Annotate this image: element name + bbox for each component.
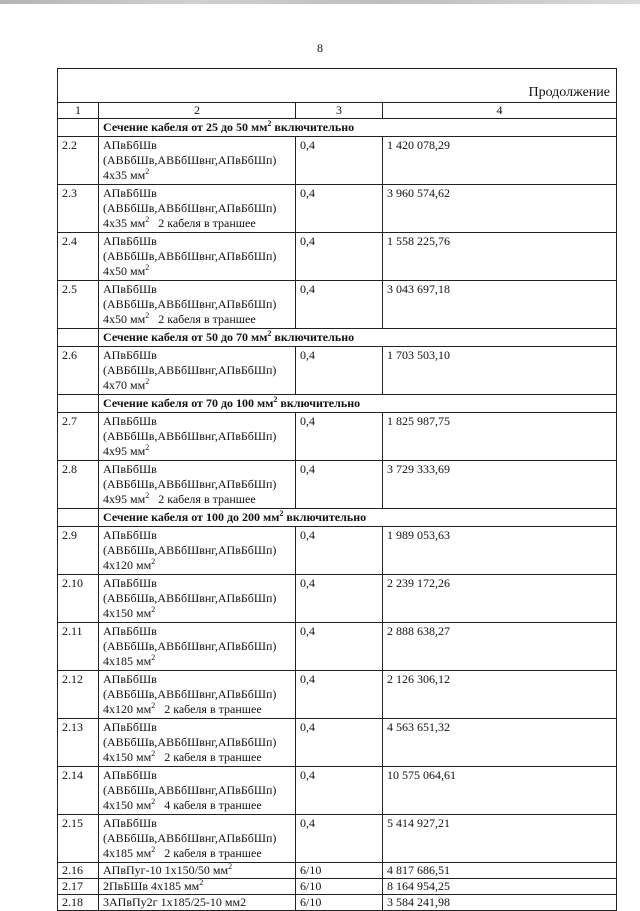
trench-note: 2 кабеля в траншее [158,492,256,506]
section-heading [99,509,617,527]
row-number: 2.15 [58,815,99,863]
superscript: 2 [145,167,150,176]
cable-alternatives: (АВБбШв,АВБбШвнг,АПвБбШп) [103,153,277,167]
cable-description [99,719,296,767]
trench-note: 2 кабеля в траншее [164,750,262,764]
cable-section [103,654,291,669]
row-number: 2.11 [58,623,99,671]
voltage-cell: 0,4 [296,347,383,395]
section-label: Сечение кабеля от 70 до 100 мм [103,396,274,410]
cable-section [103,378,291,393]
cable-alternatives: (АВБбШв,АВБбШвнг,АПвБбШп) [103,249,277,263]
voltage-cell: 0,4 [296,185,383,233]
cable-section [103,264,291,279]
superscript: 2 [151,557,156,566]
price-cell: 1 825 987,75 [383,413,617,461]
cable-brand: АПвБбШв [103,768,157,782]
trench-note: 4 кабеля в траншее [164,798,262,812]
voltage-cell: 0,4 [296,719,383,767]
cable-description [99,623,296,671]
voltage-cell: 6/10 [296,879,383,895]
superscript: 2 [151,845,156,854]
row-number: 2.9 [58,527,99,575]
cable-size: 4х95 мм [103,444,146,458]
cable-size: 4х50 мм [103,264,146,278]
cable-size: 4х185 мм [103,846,152,860]
cable-brand: АПвБбШв [103,528,157,542]
page-number: 8 [317,41,323,55]
cable-brand: АПвБбШв [103,462,157,476]
superscript: 2 [145,215,150,224]
row-number: 2.17 [58,879,99,895]
table-row [58,185,617,233]
column-header-row [58,103,617,119]
cable-section [103,168,291,183]
cable-brand: АПвБбШв [103,672,157,686]
table-row [58,233,617,281]
voltage-cell: 0,4 [296,527,383,575]
table-row [58,527,617,575]
price-cell: 1 420 078,29 [383,137,617,185]
superscript: 2 [151,653,156,662]
superscript: 2 [267,329,272,338]
column-header: 3 [296,103,383,119]
cable-size: 4х120 мм [103,558,152,572]
trench-note: 2 кабеля в траншее [158,312,256,326]
table-row [58,623,617,671]
superscript: 2 [145,263,150,272]
cable-section [103,492,291,507]
cable-description [99,461,296,509]
superscript: 2 [151,605,156,614]
price-cell: 2 239 172,26 [383,575,617,623]
section-suffix: включительно [283,510,367,524]
superscript: 2 [273,395,278,404]
cable-size: 4х150 мм [103,606,152,620]
cable-description [99,185,296,233]
superscript: 2 [267,119,272,128]
table-row [58,815,617,863]
table-row [58,575,617,623]
row-number: 2.18 [58,895,99,911]
cable-size: 4х95 мм [103,492,146,506]
voltage-cell: 0,4 [296,137,383,185]
section-blank-cell [58,329,99,347]
cable-brand: АПвПуг-10 1х150/50 мм [103,863,229,877]
cable-description [99,527,296,575]
table-row [58,413,617,461]
cable-brand: 2ПвБШв 4х185 мм [103,879,200,893]
row-number: 2.4 [58,233,99,281]
section-blank-cell [58,509,99,527]
cable-alternatives: (АВБбШв,АВБбШвнг,АПвБбШп) [103,735,277,749]
section-label: Сечение кабеля от 50 до 70 мм [103,330,268,344]
section-label: Сечение кабеля от 100 до 200 мм [103,510,280,524]
price-cell: 5 414 927,21 [383,815,617,863]
cable-brand: АПвБбШв [103,720,157,734]
cable-description [99,879,296,895]
cable-alternatives: (АВБбШв,АВБбШвнг,АПвБбШп) [103,429,277,443]
voltage-cell: 0,4 [296,575,383,623]
cable-size: 4х150 мм [103,750,152,764]
cable-brand: АПвБбШв [103,282,157,296]
price-cell: 2 126 306,12 [383,671,617,719]
cable-size: 4х35 мм [103,216,146,230]
row-number: 2.14 [58,767,99,815]
price-cell: 4 817 686,51 [383,863,617,879]
section-heading [99,395,617,413]
superscript: 2 [199,878,204,887]
table-row [58,461,617,509]
price-cell: 3 729 333,69 [383,461,617,509]
cable-description [99,895,296,911]
cable-section [103,750,291,765]
cable-alternatives: (АВБбШв,АВБбШвнг,АПвБбШп) [103,639,277,653]
table-row [58,767,617,815]
price-cell: 1 703 503,10 [383,347,617,395]
cable-description [99,767,296,815]
cable-section [103,846,291,861]
price-cell: 4 563 651,32 [383,719,617,767]
scan-edge [0,0,640,4]
trench-note: 2 кабеля в траншее [164,846,262,860]
section-row [58,119,617,137]
cable-alternatives: (АВБбШв,АВБбШвнг,АПвБбШп) [103,543,277,557]
table-row [58,863,617,879]
table-row [58,347,617,395]
cable-description [99,137,296,185]
section-heading [99,119,617,137]
voltage-cell: 0,4 [296,815,383,863]
cable-section [103,216,291,231]
cable-alternatives: (АВБбШв,АВБбШвнг,АПвБбШп) [103,687,277,701]
cable-description [99,815,296,863]
cable-size: 4х70 мм [103,378,146,392]
section-suffix: включительно [271,330,355,344]
section-label: Сечение кабеля от 25 до 50 мм [103,120,268,134]
column-header: 2 [99,103,296,119]
price-table [57,102,617,911]
cable-brand: АПвБбШв [103,186,157,200]
cable-brand: АПвБбШв [103,138,157,152]
price-cell: 2 888 638,27 [383,623,617,671]
cable-size: 4х50 мм [103,312,146,326]
row-number: 2.2 [58,137,99,185]
cable-alternatives: (АВБбШв,АВБбШвнг,АПвБбШп) [103,363,277,377]
column-header: 1 [58,103,99,119]
price-cell: 10 575 064,61 [383,767,617,815]
section-row [58,395,617,413]
price-cell: 3 584 241,98 [383,895,617,911]
row-number: 2.10 [58,575,99,623]
cable-section [103,606,291,621]
superscript: 2 [151,797,156,806]
section-row [58,329,617,347]
superscript: 2 [151,749,156,758]
cable-alternatives: (АВБбШв,АВБбШвнг,АПвБбШп) [103,201,277,215]
cable-description [99,863,296,879]
price-cell: 3 960 574,62 [383,185,617,233]
section-blank-cell [58,395,99,413]
cable-size: 4х120 мм [103,702,152,716]
section-row [58,509,617,527]
cable-description [99,347,296,395]
voltage-cell: 6/10 [296,895,383,911]
voltage-cell: 6/10 [296,863,383,879]
section-blank-cell [58,119,99,137]
cable-brand: 3АПвПу2г 1х185/25-10 мм2 [103,895,247,909]
trench-note: 2 кабеля в траншее [164,702,262,716]
voltage-cell: 0,4 [296,461,383,509]
table-caption-frame [57,68,617,102]
superscript: 2 [145,377,150,386]
cable-alternatives: (АВБбШв,АВБбШвнг,АПвБбШп) [103,297,277,311]
section-suffix: включительно [271,120,355,134]
table-row [58,671,617,719]
section-heading [99,329,617,347]
superscript: 2 [228,862,233,871]
row-number: 2.8 [58,461,99,509]
cable-section [103,444,291,459]
table-row [58,879,617,895]
superscript: 2 [279,509,284,518]
voltage-cell: 0,4 [296,233,383,281]
row-number: 2.3 [58,185,99,233]
cable-section [103,312,291,327]
cable-brand: АПвБбШв [103,348,157,362]
voltage-cell: 0,4 [296,413,383,461]
voltage-cell: 0,4 [296,767,383,815]
superscript: 2 [145,443,150,452]
cable-description [99,233,296,281]
cable-section [103,798,291,813]
row-number: 2.16 [58,863,99,879]
cable-brand: АПвБбШв [103,816,157,830]
section-suffix: включительно [277,396,361,410]
cable-description [99,413,296,461]
row-number: 2.13 [58,719,99,767]
price-cell: 8 164 954,25 [383,879,617,895]
superscript: 2 [145,311,150,320]
table-row [58,895,617,911]
cable-brand: АПвБбШв [103,624,157,638]
cable-description [99,575,296,623]
cable-alternatives: (АВБбШв,АВБбШвнг,АПвБбШп) [103,783,277,797]
price-cell: 1 989 053,63 [383,527,617,575]
cable-alternatives: (АВБбШв,АВБбШвнг,АПвБбШп) [103,477,277,491]
cable-alternatives: (АВБбШв,АВБбШвнг,АПвБбШп) [103,831,277,845]
price-cell: 1 558 225,76 [383,233,617,281]
superscript: 2 [151,701,156,710]
cable-size: 4х35 мм [103,168,146,182]
cable-section [103,702,291,717]
column-header: 4 [383,103,617,119]
continued-label: Продолжение [528,85,610,100]
cable-description [99,671,296,719]
superscript: 2 [145,491,150,500]
table-row [58,137,617,185]
cable-size: 4х150 мм [103,798,152,812]
voltage-cell: 0,4 [296,623,383,671]
cable-alternatives: (АВБбШв,АВБбШвнг,АПвБбШп) [103,591,277,605]
row-number: 2.7 [58,413,99,461]
voltage-cell: 0,4 [296,281,383,329]
cable-brand: АПвБбШв [103,414,157,428]
row-number: 2.12 [58,671,99,719]
table-row [58,719,617,767]
cable-size: 4х185 мм [103,654,152,668]
row-number: 2.6 [58,347,99,395]
cable-brand: АПвБбШв [103,234,157,248]
cable-description [99,281,296,329]
price-cell: 3 043 697,18 [383,281,617,329]
cable-brand: АПвБбШв [103,576,157,590]
voltage-cell: 0,4 [296,671,383,719]
row-number: 2.5 [58,281,99,329]
cable-section [103,558,291,573]
trench-note: 2 кабеля в траншее [158,216,256,230]
table-row [58,281,617,329]
